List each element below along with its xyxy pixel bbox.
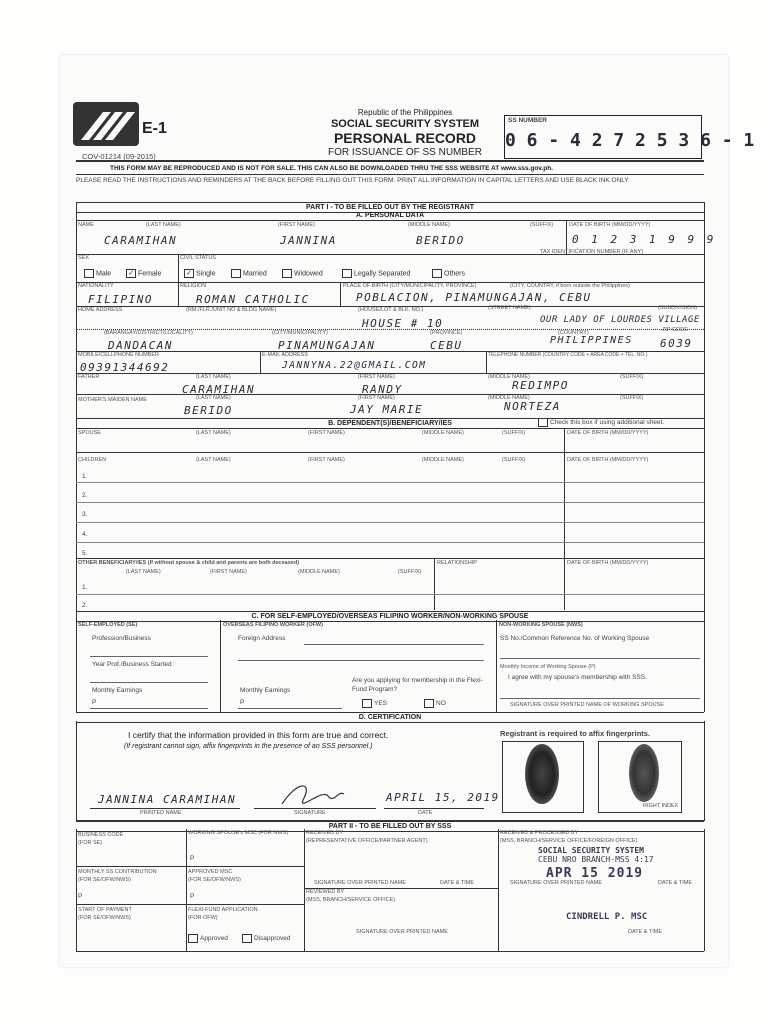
father-middle-value: REDIMPO [512,379,569,392]
female-checkbox[interactable]: ✓ [126,269,136,278]
mother-first-value: JAY MARIE [350,403,424,416]
logo-stripes-icon [73,102,139,146]
spouse-last-label: (LAST NAME) [196,430,231,436]
processed-sig-label: SIGNATURE OVER PRINTED NAME [510,880,602,886]
middle-name-label: (MIDDLE NAME) [408,222,450,228]
other-middle-label: (MIDDLE NAME) [298,569,340,575]
ofw-foreign-label: Foreign Address [238,635,286,642]
civil-widowed-option[interactable] [282,269,323,278]
female-label: Female [138,270,162,278]
male-label: Male [96,270,112,278]
received-by-label: RECEIVED BY [306,830,343,836]
se-title: SELF-EMPLOYED (SE) [78,622,138,628]
reviewed-mss-label: (MSS, BRANCH/SERVICE OFFICE) [306,897,396,903]
certification-note: (If registrant cannot sign, affix fingerprints in the presence of an SSS personnel.) [124,743,373,750]
pob-value: POBLACION, PINAMUNGAJAN, CEBU [356,291,592,304]
certification-text: I certify that the information provided in this form are true and correct. [128,730,389,740]
mobile-value: 09391344692 [80,361,170,374]
spouse-suffix-label: (SUFFIX) [502,430,526,436]
cov-code: COV-01214 (09-2015) [82,152,156,161]
nws-title: NON-WORKING SPOUSE (NWS) [499,622,583,628]
stamp-time: 4:17 [634,855,654,864]
sex-female-option[interactable] [126,269,161,278]
flexi-no-label: NO [436,700,446,708]
ofw-earnings-label: Monthly Earnings [240,687,291,694]
last-name-value: CARAMIHAN [104,234,178,247]
mother-last-label: (LAST NAME) [196,395,231,401]
signature-icon [278,778,348,810]
father-first-value: RANDY [362,383,403,396]
country-label: (COUNTRY) [558,330,589,336]
home-address-label: HOME ADDRESS [78,307,123,313]
sex-male-option[interactable] [84,269,111,278]
rep-office-label: (REPRESENTATIVE OFFICE/PARTNER AGENT) [306,838,428,844]
child-row-5: 5. [82,550,88,557]
section-c-title: C. FOR SELF-EMPLOYED/OVERSEAS FILIPINO WORKER/NON-WORKING SPOUSE [76,611,704,622]
part2-title: PART II - TO BE FILLED OUT BY SSS [76,820,704,832]
spouse-dob-label: DATE OF BIRTH (MM/DD/YYYY) [567,430,649,436]
mother-first-label: (FIRST NAME) [358,395,395,401]
flexi-app-label: FLEXI-FUND APPLICATION [188,907,258,913]
ss-number-label: SS NUMBER [508,117,548,124]
ofw-peso: P [240,699,245,706]
reviewed-sig-label: SIGNATURE OVER PRINTED NAME [356,929,448,935]
child-row-4: 4. [82,531,88,538]
others-label: Others [444,270,466,278]
page-title: PERSONAL RECORD [333,130,477,146]
stamp-branch-line [538,855,698,864]
flexi-approved-option[interactable] [188,934,228,943]
children-first-label: (FIRST NAME) [308,457,345,463]
processed-date-label: DATE & TIME [658,880,693,886]
index-print-icon [629,744,659,802]
tin-label: TAX IDENTIFICATION NUMBER (IF ANY) [540,249,644,255]
subdivision-label: (SUBDIVISION) [658,305,698,311]
nws-agree-label: I agree with my spouse's membership with SSS. [508,674,647,681]
widowed-label: Widowed [294,270,323,278]
married-label: Married [243,270,267,278]
dob-value: 0 1 2 3 1 9 9 9 [572,233,717,246]
mother-label: MOTHER'S MAIDEN NAME [78,397,147,403]
fingerprint-note: Registrant is required to affix fingerprints. [500,729,651,738]
city-value: PINAMUNGAJAN [278,339,376,352]
section-b-title: B. DEPENDENT(S)/BENEFICIARY/IES [76,418,704,429]
civil-others-option[interactable] [432,269,465,278]
stamp-date: APR 15 2019 [546,866,644,881]
nationality-label: NATIONALITY [78,283,114,289]
married-checkbox[interactable] [231,269,241,278]
province-value: CEBU [430,339,463,352]
single-checkbox[interactable]: ✓ [184,269,194,278]
province-label: (PROVINCE) [430,330,463,336]
monthly-ss-sub: (FOR SE/OFW/NWS) [78,877,131,883]
ss-number-box [504,115,755,159]
agency-name: SOCIAL SECURITY SYSTEM [330,118,480,130]
se-year-label: Year Prof./Business Started [92,661,172,668]
children-last-label: (LAST NAME) [196,457,231,463]
section-d-title: D. CERTIFICATION [76,712,704,723]
approved-msc-label: APPROVED MSC [188,869,233,875]
flexi-question: Are you applying for membership in the Flexi-Fund Program? [352,677,483,693]
signature-label: SIGNATURE [294,810,326,816]
right-index-box [598,741,682,813]
religion-label: RELIGION [180,283,207,289]
additional-sheet-label: Check this box if using additional sheet. [550,419,665,427]
business-code-sub: (FOR SE) [78,840,103,846]
se-earnings-label: Monthly Earnings [92,687,143,694]
nws-income-label: Monthly Income of Working Spouse (P) [500,664,596,670]
nws-ssno-label: SS No./Common Reference No. of Working Spouse [500,635,650,642]
father-middle-label: (MIDDLE NAME) [488,374,530,380]
ss-number-value: 0 6 - 4 2 7 2 5 3 6 - 1 [505,130,755,151]
stamp-branch: CEBU NRO BRANCH-MSS [538,855,630,864]
flexi-disapproved-option[interactable] [242,934,291,943]
disapproved-checkbox[interactable] [242,934,252,943]
house-lot-label: (HOUSE/LOT & BLK. NO.) [358,307,424,313]
spouse-middle-label: (MIDDLE NAME) [422,430,464,436]
sss-e1-form [68,98,755,958]
civil-status-label: CIVIL STATUS [180,255,216,261]
single-label: Single [196,270,216,278]
separated-label: Legally Separated [354,270,411,278]
father-first-label: (FIRST NAME) [358,374,395,380]
civil-single-option[interactable] [184,269,215,278]
civil-separated-option[interactable] [342,269,410,278]
republic-label: Republic of the Philippines [357,108,453,117]
house-lot-value: HOUSE # 10 [362,317,444,330]
flexi-yes-checkbox[interactable] [362,699,372,708]
father-label: FATHER [78,374,100,380]
others-checkbox[interactable] [432,269,442,278]
ws-msc-peso: P [190,855,195,862]
pob-country-label: (CITY, COUNTRY, if born outside the Philippines) [510,283,630,289]
civil-married-option[interactable] [231,269,267,278]
form-code: E-1 [142,120,167,137]
last-name-label: (LAST NAME) [146,222,181,228]
children-middle-label: (MIDDLE NAME) [422,457,464,463]
reviewed-date-label: DATE & TIME [628,929,663,935]
country-value: PHILIPPINES [550,335,633,346]
reviewed-by-label: REVIEWED BY [306,889,345,895]
right-index-label: RIGHT INDEX [643,803,679,809]
sex-label: SEX [78,255,90,261]
child-row-3: 3. [82,511,88,518]
mother-middle-label: (MIDDLE NAME) [488,395,530,401]
child-row-1: 1. [82,473,88,480]
email-value: JANNYNA.22@GMAIL.COM [282,360,427,371]
nws-sig-label: SIGNATURE OVER PRINTED NAME OF WORKING SPOUSE [510,702,664,708]
section-a-title: A. PERSONAL DATA [76,211,704,221]
rm-flr-label: (RM./FLR./UNIT NO & BLDG NAME) [186,307,277,313]
stamp-name: CINDRELL P. MSC [566,912,648,922]
barangay-label: (BARANGAY/DISTRICT/LOCALITY) [104,330,193,336]
mobile-label: MOBILE/CELLPHONE NUMBER [78,352,159,358]
mother-suffix-label: (SUFFIX) [620,395,644,401]
flexi-app-sub: (FOR OFW) [188,915,218,921]
other-first-label: (FIRST NAME) [210,569,247,575]
street-label: (STREET NAME) [488,305,531,311]
flexi-yes-option[interactable] [362,699,387,708]
other-dob-label: DATE OF BIRTH (MM/DD/YYYY) [567,560,649,566]
approved-checkbox[interactable] [188,934,198,943]
subdivision-value: OUR LADY OF LOURDES VILLAGE [540,315,700,325]
barangay-value: DANDACAN [108,339,173,352]
child-row-2: 2. [82,492,88,499]
monthly-ss-label: MONTHLY SS CONTRIBUTION [78,869,157,875]
religion-value: ROMAN CATHOLIC [196,293,310,306]
se-peso: P [92,699,97,706]
other-row-1: 1. [82,584,88,591]
monthly-ss-peso: P [78,893,83,900]
other-beneficiary-label: OTHER BENEFICIARY/IES (If without spouse & child and parents are both deceased) [78,560,300,566]
reproduce-notice: THIS FORM MAY BE REPRODUCED AND IS NOT FOR SALE. THIS CAN ALSO BE DOWNLOADED THRU THE SSS WEBSITE AT www.sss.gov.ph. [110,165,553,172]
disapproved-label: Disapproved [254,935,291,943]
nationality-value: FILIPINO [88,293,153,306]
right-thumb-box [502,741,584,813]
date-label: DATE [418,810,433,816]
telephone-label: TELEPHONE NUMBER (COUNTRY CODE + AREA CODE + TEL. NO.) [488,352,648,358]
received-processed-label: RECEIVED & PROCESSED BY [500,830,579,836]
approved-label: Approved [200,935,228,943]
sss-logo [73,102,139,146]
page-subtitle: FOR ISSUANCE OF SS NUMBER [328,147,482,158]
additional-sheet-option[interactable] [538,418,664,427]
stamp-agency: SOCIAL SECURITY SYSTEM [538,846,644,855]
ws-msc-label: WORKING SPOUSE's MSC (FOR NWS) [188,830,289,836]
instructions: PLEASE READ THE INSTRUCTIONS AND REMINDERS AT THE BACK BEFORE FILLING OUT THIS FORM. PRINT ALL INFORMATION IN CAPITAL LETTERS AND USE BLACK INK ONLY [76,177,629,184]
pob-label: PLACE OF BIRTH (CITY/MUNICIPALITY, PROVINCE) [343,283,477,289]
zip-label: ZIP CODE [662,327,688,333]
printed-name-value: JANNINA CARAMIHAN [98,793,237,806]
zip-value: 6039 [660,337,693,350]
email-label: E-MAIL ADDRESS [262,352,308,358]
mss-label: (MSS, BRANCH/SERVICE OFFICE/FOREIGN OFFICE) [500,838,638,844]
middle-name-value: BERIDO [416,234,465,247]
date-value: APRIL 15, 2019 [386,791,500,804]
father-suffix-label: (SUFFIX) [620,374,644,380]
ofw-title: OVERSEAS FILIPINO WORKER (OFW) [223,622,323,628]
name-label: NAME [78,222,94,228]
widowed-checkbox[interactable] [282,269,292,278]
male-checkbox[interactable] [84,269,94,278]
se-profession-label: Profession/Business [92,635,151,642]
additional-sheet-checkbox[interactable] [538,418,548,427]
relationship-label: RELATIONSHIP [437,560,477,566]
approved-msc-sub: (FOR SE/OFW/NWS) [188,877,241,883]
approved-msc-peso: P [190,893,195,900]
other-row-2: 2. [82,602,88,609]
other-last-label: (LAST NAME) [126,569,161,575]
flexi-no-checkbox[interactable] [424,699,434,708]
first-name-label: (FIRST NAME) [278,222,315,228]
separated-checkbox[interactable] [342,269,352,278]
part1-title: PART I - TO BE FILLED OUT BY THE REGISTRANT [76,202,704,213]
first-name-value: JANNINA [280,234,337,247]
start-payment-label: START OF PAYMENT [78,907,132,913]
father-last-label: (LAST NAME) [196,374,231,380]
children-suffix-label: (SUFFIX) [502,457,526,463]
flexi-no-option[interactable] [424,699,446,708]
received-sig-label: SIGNATURE OVER PRINTED NAME [314,880,406,886]
city-label: (CITY/MUNICIPALITY) [272,330,328,336]
dob-label: DATE OF BIRTH (MM/DD/YYYY) [569,222,651,228]
mother-middle-value: NORTEZA [504,400,561,413]
mother-last-value: BERIDO [184,404,233,417]
start-payment-sub: (FOR SE/OFW/NWS) [78,915,131,921]
spouse-label: SPOUSE [78,430,101,436]
business-code-label: BUSINESS CODE [78,832,124,838]
printed-name-label: PRINTED NAME [140,810,182,816]
received-date-label: DATE & TIME [440,880,475,886]
other-suffix-label: (SUFFIX) [398,569,422,575]
children-label: CHILDREN [78,457,107,463]
father-last-value: CARAMIHAN [182,383,256,396]
suffix-label: (SUFFIX) [530,222,554,228]
sss-stamp [538,846,698,864]
thumbprint-icon [525,744,559,804]
spouse-first-label: (FIRST NAME) [308,430,345,436]
flexi-yes-label: YES [374,700,388,708]
children-dob-label: DATE OF BIRTH (MM/DD/YYYY) [567,457,649,463]
